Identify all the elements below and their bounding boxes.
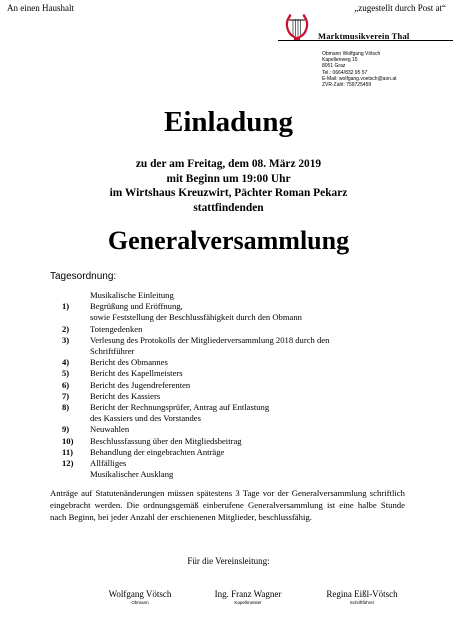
- agenda-number: 8): [62, 402, 70, 413]
- agenda-number: 12): [62, 458, 74, 469]
- agenda-number: [62, 413, 90, 424]
- agenda-number: [62, 469, 90, 480]
- agenda-item: [62, 301, 422, 312]
- event-details: [0, 157, 457, 215]
- agenda-number: [62, 312, 90, 323]
- agenda-text: sowie Feststellung der Beschlussfähigkeit durch den Obmann: [90, 312, 302, 323]
- contact-line: Kapellenweg 15: [322, 57, 358, 64]
- agenda-number: 5): [62, 368, 70, 379]
- agenda-text: Behandlung der eingebrachten Anträge: [90, 446, 225, 457]
- agenda-item: [62, 335, 422, 346]
- signatory-name: Wolfgang Vötsch: [108, 589, 172, 599]
- agenda-label: Tagesordnung:: [50, 271, 117, 282]
- agenda-number: 7): [62, 390, 70, 401]
- signatory-role: Obmann: [131, 600, 149, 605]
- organization-name: Marktmusikverein Thal: [318, 31, 410, 41]
- contact-block: [322, 51, 397, 88]
- agenda-text: Musikalischer Ausklang: [90, 469, 174, 480]
- recipient-note: An einen Haushalt: [7, 3, 74, 13]
- postal-note: „zugestellt durch Post at“: [354, 3, 446, 13]
- agenda-text: Bericht der Rechnungsprüfer, Antrag auf Entlastung: [90, 402, 270, 413]
- agenda-text: Schriftführer: [90, 346, 135, 357]
- agenda-item: [62, 312, 422, 323]
- agenda-number: 6): [62, 379, 70, 390]
- contact-line: Tel.: 0664/832 95 57: [322, 69, 368, 76]
- board-label: Für die Vereinsleitung:: [187, 556, 270, 566]
- agenda-text: Bericht des Obmannes: [90, 357, 168, 368]
- agenda-number: 1): [62, 301, 70, 312]
- agenda-item: [62, 402, 422, 413]
- event-line: im Wirtshaus Kreuzwirt, Pächter Roman Pekarz: [109, 187, 348, 199]
- event-line: zu der am Freitag, dem 08. März 2019: [135, 158, 322, 170]
- agenda-list: [62, 290, 422, 480]
- agenda-text: Bericht des Jugendreferenten: [90, 379, 191, 390]
- agenda-item: [62, 458, 422, 469]
- agenda-item: [62, 413, 422, 424]
- agenda-item: [62, 380, 422, 391]
- agenda-item: [62, 324, 422, 335]
- agenda-number: [62, 290, 90, 301]
- agenda-item: [62, 357, 422, 368]
- signatory: [80, 589, 200, 605]
- agenda-number: 3): [62, 334, 70, 345]
- agenda-item: [62, 469, 422, 480]
- document-title: Einladung: [164, 106, 293, 138]
- agenda-item: [62, 436, 422, 447]
- signatory-role: Schriftführer: [349, 600, 375, 605]
- agenda-item: [62, 290, 422, 301]
- agenda-number: 10): [62, 435, 74, 446]
- agenda-text: Allfälliges: [90, 458, 127, 469]
- event-line: mit Beginn um 19:00 Uhr: [166, 172, 291, 185]
- agenda-number: 11): [62, 446, 73, 457]
- agenda-number: 2): [62, 323, 70, 334]
- contact-line: 8051 Graz: [322, 63, 346, 70]
- agenda-text: Beschlussfassung über den Mitgliedsbeitrag: [90, 435, 242, 446]
- agenda-text: Totengedenken: [90, 323, 143, 334]
- agenda-text: Bericht des Kapellmeisters: [90, 368, 183, 379]
- contact-line: ZVR-Zahl: 759725459: [322, 82, 372, 89]
- signatory-name: Regina Eißl-Vötsch: [326, 589, 398, 599]
- agenda-text: Verlesung des Protokolls der Mitgliederversammlung 2018 durch den: [90, 334, 330, 345]
- agenda-number: 9): [62, 424, 70, 435]
- closing-paragraph: Anträge auf Statutenänderungen müssen spätestens 3 Tage vor der Generalversammlung schriftlich eingebracht werden. Die ordnungsgemäß einberufene Generalversammlung ist eine halbe Stunde nach Beginn, bei jeder Anzahl der erschienenen Mitglieder, beschlussfähig.: [50, 488, 405, 523]
- signatory: [188, 589, 308, 605]
- agenda-text: Bericht des Kassiers: [90, 390, 161, 401]
- agenda-text: Begrüßung und Eröffnung,: [90, 301, 183, 312]
- agenda-item: [62, 391, 422, 402]
- contact-line: Obmann Wolfgang Vötsch: [322, 51, 381, 57]
- agenda-item: [62, 447, 422, 458]
- meeting-title: Generalversammlung: [107, 226, 350, 255]
- agenda-number: 4): [62, 357, 70, 368]
- signatory-name: Ing. Franz Wagner: [214, 589, 282, 599]
- signatory: [302, 589, 422, 605]
- agenda-text: Neuwahlen: [90, 424, 130, 435]
- agenda-item: [62, 346, 422, 357]
- signatory-role: Kapellmeister: [234, 600, 262, 605]
- agenda-text: Musikalische Einleitung: [90, 290, 174, 300]
- contact-line: E-Mail: wolfgang.voetsch@aon.at: [322, 75, 397, 82]
- agenda-text: des Kassiers und des Vorstandes: [90, 413, 201, 424]
- agenda-item: [62, 424, 422, 435]
- agenda-number: [62, 346, 90, 357]
- event-line: stattfindenden: [193, 201, 264, 214]
- agenda-item: [62, 368, 422, 379]
